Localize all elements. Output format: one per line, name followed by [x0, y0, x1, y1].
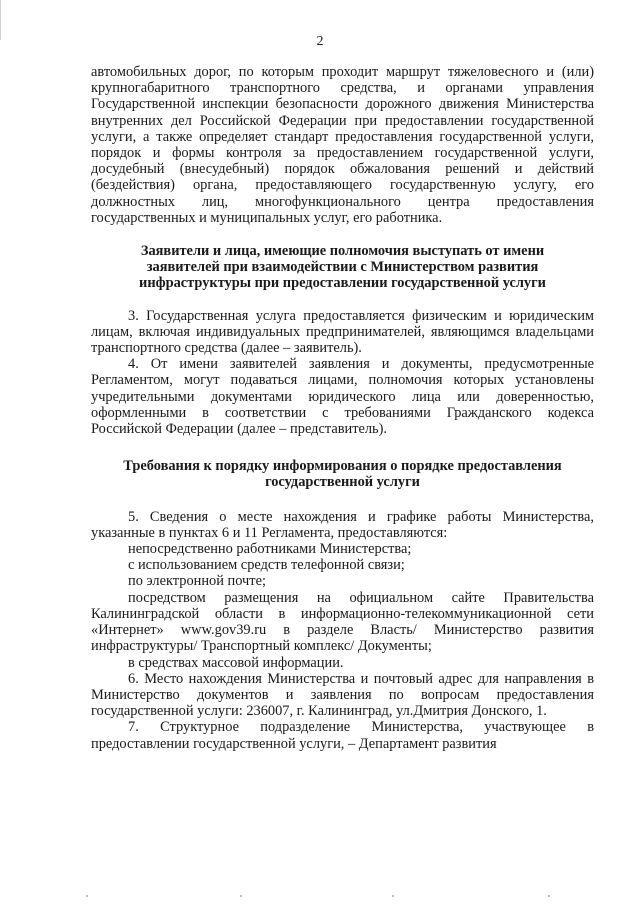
page-number: 2 — [316, 34, 324, 49]
scan-dot — [240, 895, 242, 897]
document-body — [91, 64, 594, 752]
scan-dot — [86, 895, 88, 897]
scan-dot — [548, 895, 550, 897]
list-item-media: в средствах массовой информации. — [128, 654, 344, 671]
section-heading-informing: Требования к порядку информирования о порядке предоставления государственной услуги — [123, 458, 562, 491]
list-item: с использованием средств телефонной связи; — [128, 557, 405, 574]
paragraph-3: 3. Государственная услуга предоставляется физическим и юридическим лицам, включая индивидуальных предпринимателей, являющимся владельцами транспортного средства (далее – заявитель). — [91, 307, 594, 357]
list-item-website: посредством размещения на официальном сайте Правительства Калининградской области в информационно-телекоммуникационной сети «Интернет» www.gov39.ru в разделе Власть/ Министерство развития инфраструктуры/ Транспортный комплекс/ Документы; — [91, 589, 594, 655]
list-item: непосредственно работниками Министерства; — [128, 541, 412, 558]
section-heading-applicants: Заявители и лица, имеющие полномочия выступать от имени заявителей при взаимодействии с Министерством развития инфраструктуры при предоставлении государственной услуги — [139, 243, 546, 292]
paragraph-7: 7. Структурное подразделение Министерства, участвующее в предоставлении государственной услуги, – Департамент развития — [91, 719, 594, 752]
paragraph-5: 5. Сведения о месте нахождения и графике работы Министерства, указанные в пунктах 6 и 11 Регламента, предоставляются: — [91, 508, 594, 541]
paragraph-6: 6. Место нахождения Министерства и почтовый адрес для направления в Министерство документов и заявления по вопросам предоставления государственной услуги: 236007, г. Калининград, ул.Дмитрия Донского, 1. — [91, 670, 594, 720]
intro-paragraph: автомобильных дорог, по которым проходит маршрут тяжеловесного и (или) крупногабаритного транспортного средства, и органами управления Государственной инспекции безопасности дорожного движения Министерства внутренних дел Российской Федерации при предоставлении государственной услуги, а также определяет стандарт предоставления государственной услуги, порядок и формы контроля за предоставлением государственной услуги, досудебный (внесудебный) порядок обжалования решений и действий (бездействия) органа, предоставляющего государственную услугу, его должностных лиц, многофункционального центра предоставления государственных и муниципальных услуг, его работника. — [91, 64, 594, 226]
scan-dot — [392, 895, 394, 897]
list-item: по электронной почте; — [128, 573, 266, 590]
paragraph-4: 4. От имени заявителей заявления и документы, предусмотренные Регламентом, могут подаваться лицами, полномочия которых установлены учредительными документами юридического лица или доверенностью, оформленными в соответствии с требованиями Гражданского кодекса Российской Федерации (далее – представитель). — [91, 356, 594, 438]
